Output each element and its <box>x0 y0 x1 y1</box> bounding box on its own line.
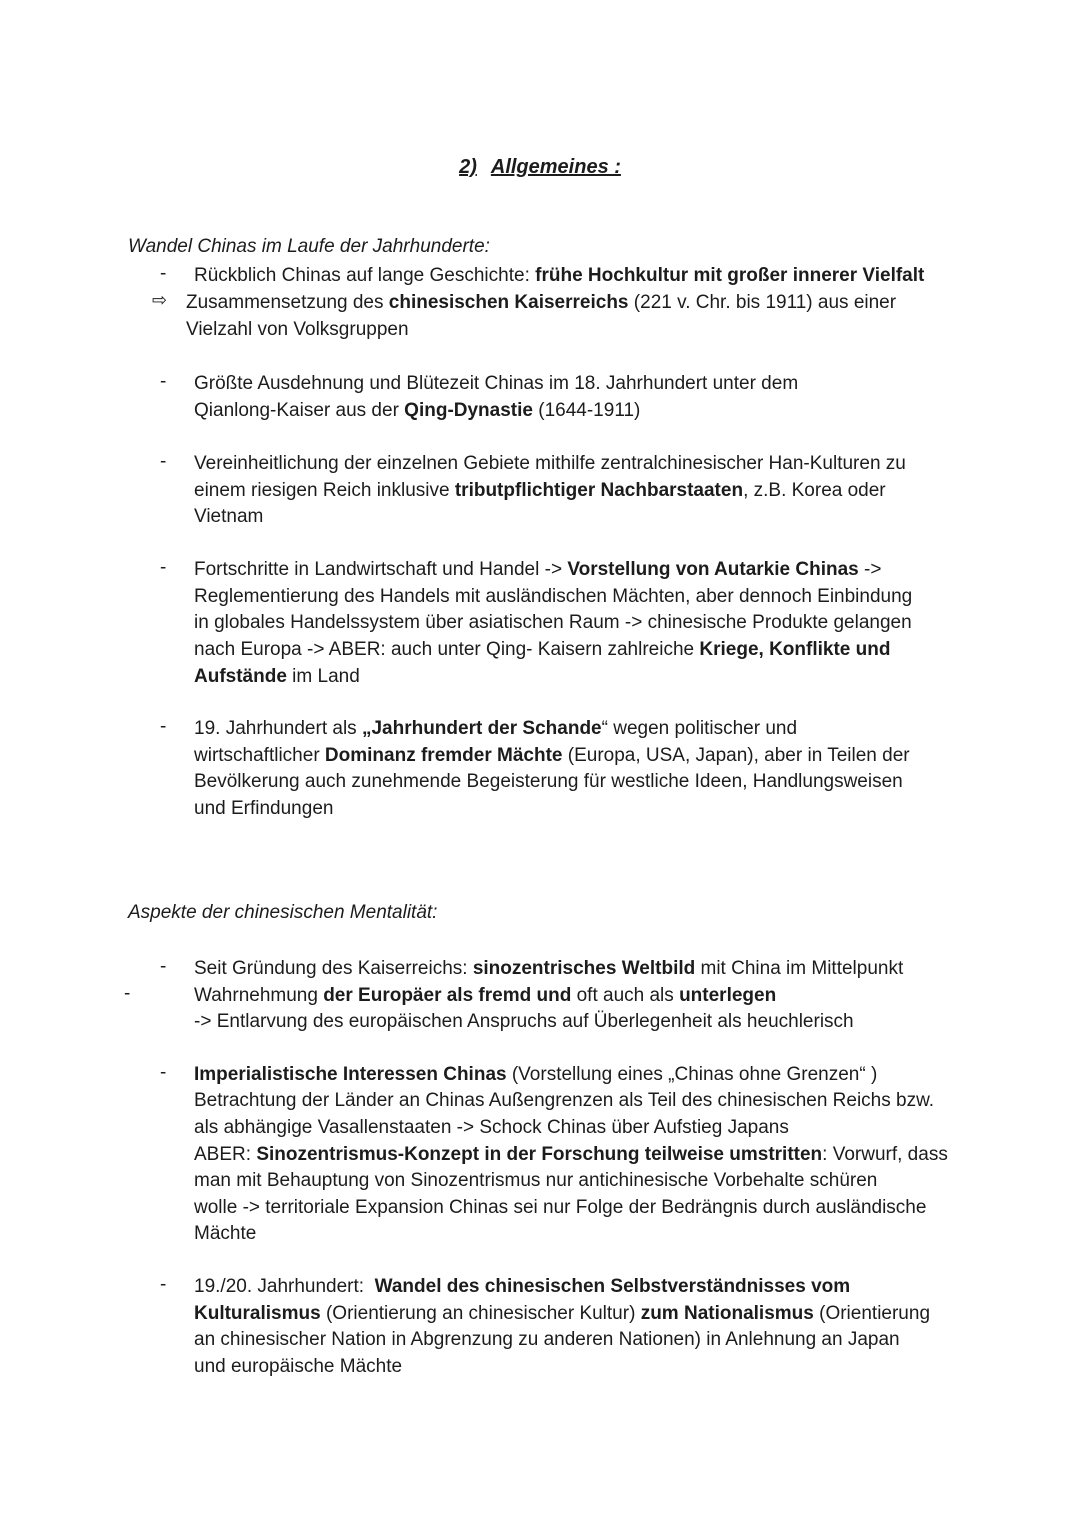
bullet-dash: - <box>124 983 131 1004</box>
title-text: Allgemeines : <box>490 156 621 178</box>
text-line: einem riesigen Reich inklusive tributpflichtiger Nachbarstaaten, z.B. Korea oder <box>194 480 886 501</box>
text-line: Kulturalismus (Orientierung an chinesischer Kultur) zum Nationalismus (Orientierung <box>194 1303 931 1324</box>
text-line: als abhängige Vasallenstaaten -> Schock Chinas über Aufstieg Japans <box>194 1117 789 1138</box>
text-line: Imperialistische Interessen Chinas (Vorstellung eines „Chinas ohne Grenzen“ ) <box>194 1064 878 1085</box>
text-line: -> Entlarvung des europäischen Anspruchs auf Überlegenheit als heuchlerisch <box>194 1011 854 1032</box>
text-line: 19./20. Jahrhundert: Wandel des chinesischen Selbstverständnisses vom <box>194 1276 851 1297</box>
text-line: Qianlong-Kaiser aus der Qing-Dynastie (1644-1911) <box>194 400 641 421</box>
text-line: ABER: Sinozentrismus-Konzept in der Forschung teilweise umstritten: Vorwurf, dass <box>194 1144 948 1165</box>
title-number: 2) <box>459 156 477 178</box>
arrow-right-icon: ⇨ <box>152 290 168 310</box>
text-line: Wahrnehmung der Europäer als fremd und oft auch als unterlegen <box>194 985 777 1006</box>
text-line: wirtschaftlicher Dominanz fremder Mächte (Europa, USA, Japan), aber in Teilen der <box>194 745 910 766</box>
text-line: und Erfindungen <box>194 798 334 819</box>
bullet-dash: - <box>160 557 167 578</box>
section-heading-wandel: Wandel Chinas im Laufe der Jahrhunderte: <box>128 236 490 257</box>
text-line: wolle -> territoriale Expansion Chinas sei nur Folge der Bedrängnis durch ausländische <box>194 1197 927 1218</box>
text-line: und europäische Mächte <box>194 1356 403 1377</box>
text-line: Zusammensetzung des chinesischen Kaiserreichs (221 v. Chr. bis 1911) aus einer <box>186 292 897 313</box>
text-line: Betrachtung der Länder an Chinas Außengrenzen als Teil des chinesischen Reichs bzw. <box>194 1090 935 1111</box>
text-line: nach Europa -> ABER: auch unter Qing- Kaisern zahlreiche Kriege, Konflikte und <box>194 639 891 660</box>
text-line: Reglementierung des Handels mit ausländischen Mächten, aber dennoch Einbindung <box>194 586 913 607</box>
text-line: Seit Gründung des Kaiserreichs: sinozentrisches Weltbild mit China im Mittelpunkt <box>194 958 904 979</box>
text-line: in globales Handelssystem über asiatischen Raum -> chinesische Produkte gelangen <box>194 612 912 633</box>
bullet-dash: - <box>160 716 167 737</box>
bullet-dash: - <box>160 1274 167 1295</box>
text-line: 19. Jahrhundert als „Jahrhundert der Schande“ wegen politischer und <box>194 718 798 739</box>
bullet-dash: - <box>160 1062 167 1083</box>
text-line: an chinesischer Nation in Abgrenzung zu anderen Nationen) in Anlehnung an Japan <box>194 1329 900 1350</box>
page-title <box>0 156 1080 179</box>
text-line: Fortschritte in Landwirtschaft und Handel -> Vorstellung von Autarkie Chinas -> <box>194 559 882 580</box>
text-line: Größte Ausdehnung und Blütezeit Chinas im 18. Jahrhundert unter dem <box>194 373 799 394</box>
text-line: Aufstände im Land <box>194 666 360 687</box>
text-line: Rückblich Chinas auf lange Geschichte: frühe Hochkultur mit großer innerer Vielfalt <box>194 265 925 286</box>
text-line: Bevölkerung auch zunehmende Begeisterung für westliche Ideen, Handlungsweisen <box>194 771 903 792</box>
text-line: Vereinheitlichung der einzelnen Gebiete mithilfe zentralchinesischer Han-Kulturen zu <box>194 453 906 474</box>
text-line: Mächte <box>194 1223 257 1244</box>
bullet-dash: - <box>160 263 167 284</box>
text-line: Vielzahl von Volksgruppen <box>186 319 409 340</box>
text-line: Vietnam <box>194 506 264 527</box>
bullet-dash: - <box>160 371 167 392</box>
section-heading-mentalitaet: Aspekte der chinesischen Mentalität: <box>128 902 438 923</box>
bullet-dash: - <box>160 451 167 472</box>
text-line: man mit Behauptung von Sinozentrismus nur antichinesische Vorbehalte schüren <box>194 1170 878 1191</box>
bullet-dash: - <box>160 956 167 977</box>
